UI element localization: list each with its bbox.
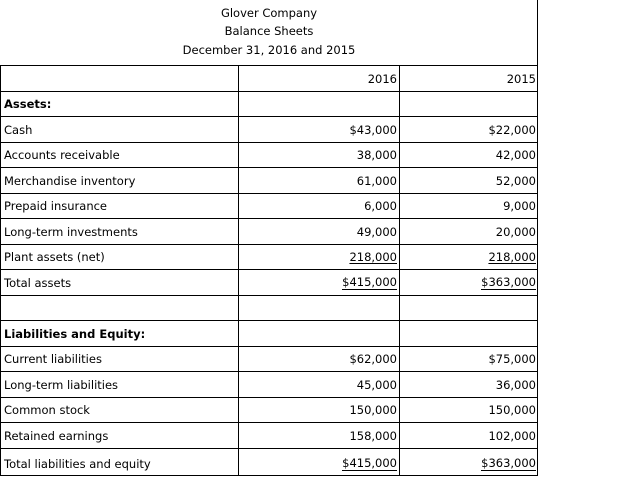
value-2016: 150,000 <box>349 403 397 417</box>
spacer-row <box>0 296 538 322</box>
total-row <box>0 270 538 296</box>
table-row <box>0 168 538 194</box>
row-label: Merchandise inventory <box>4 173 136 188</box>
value-2015: 150,000 <box>488 403 536 417</box>
row-label: Retained earnings <box>4 428 109 443</box>
value-2016: $415,000 <box>342 274 397 289</box>
table-row <box>0 194 538 220</box>
row-label: Common stock <box>4 403 90 417</box>
row-label: Long-term liabilities <box>4 377 119 392</box>
value-2015: 9,000 <box>503 199 536 213</box>
row-label: Long-term investments <box>4 224 138 239</box>
table-row <box>0 117 538 143</box>
value-2016: 61,000 <box>356 173 397 188</box>
column-2016: 2016 <box>367 71 397 86</box>
value-2015: $363,000 <box>481 456 536 470</box>
value-2016: $415,000 <box>342 456 397 470</box>
value-2015: 52,000 <box>495 173 536 188</box>
row-label: Total liabilities and equity <box>4 457 151 471</box>
assets-section-row <box>0 92 538 118</box>
table-row <box>0 219 538 245</box>
statement-title: Balance Sheets <box>224 24 314 38</box>
value-2016: $43,000 <box>349 122 397 137</box>
value-2015: $75,000 <box>488 352 536 366</box>
liabilities-section-row <box>0 321 538 347</box>
value-2015: 36,000 <box>495 377 536 392</box>
value-2015: 42,000 <box>495 148 536 162</box>
value-2015: $22,000 <box>488 122 536 137</box>
row-label: Accounts receivable <box>4 148 120 162</box>
value-2016: 45,000 <box>356 377 397 392</box>
value-2016: 158,000 <box>349 428 397 443</box>
value-2016: 38,000 <box>356 148 397 162</box>
table-row <box>0 423 538 449</box>
value-2016: 49,000 <box>356 224 397 239</box>
statement-date: December 31, 2016 and 2015 <box>182 43 356 57</box>
value-2015: $363,000 <box>481 274 536 289</box>
row-label: Prepaid insurance <box>4 199 108 213</box>
total-row <box>0 449 538 477</box>
table-row <box>0 245 538 271</box>
statement-header <box>0 0 538 66</box>
table-row <box>0 347 538 373</box>
table-row <box>0 398 538 424</box>
assets-section-label: Assets: <box>4 97 52 111</box>
value-2016: $62,000 <box>349 352 397 366</box>
value-2016: 218,000 <box>349 250 397 264</box>
table-row <box>0 372 538 398</box>
liabilities-section-label: Liabilities and Equity: <box>4 326 146 341</box>
company-name: Glover Company <box>220 6 318 20</box>
value-2015: 20,000 <box>495 224 536 239</box>
row-label: Total assets <box>4 275 72 290</box>
column-2015: 2015 <box>506 71 536 86</box>
table-row <box>0 143 538 169</box>
row-label: Plant assets (net) <box>4 250 105 264</box>
column-header-row <box>0 66 538 92</box>
value-2016: 6,000 <box>364 199 397 213</box>
value-2015: 102,000 <box>488 428 536 443</box>
value-2015: 218,000 <box>488 250 536 264</box>
row-label: Cash <box>4 122 33 137</box>
row-label: Current liabilities <box>4 352 102 366</box>
